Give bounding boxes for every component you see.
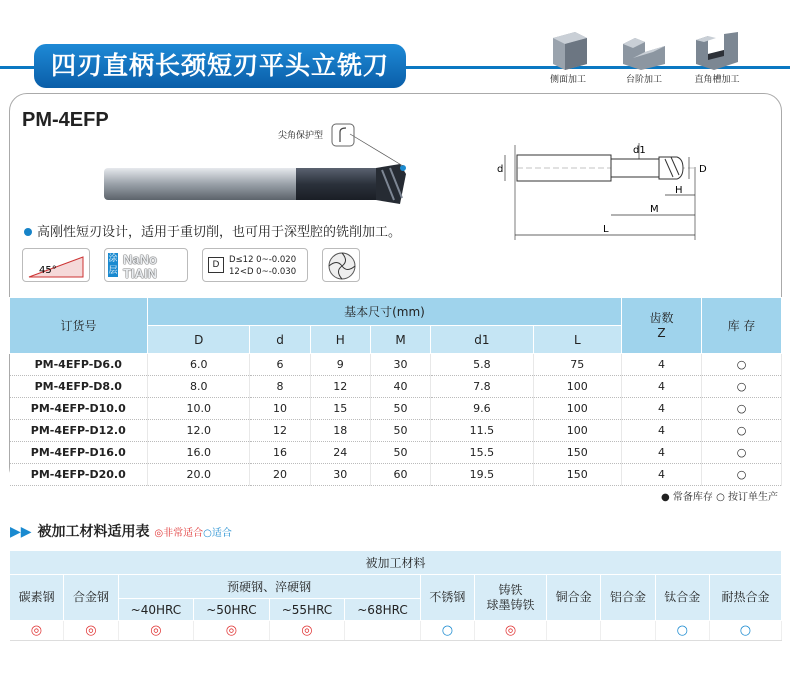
page-title: 四刃直柄长颈短刃平头立铣刀 [34,44,406,88]
cell-d1: 15.5 [431,442,533,464]
cell-M: 40 [370,376,430,398]
materials-table [9,550,782,641]
cell-d1: 11.5 [431,420,533,442]
suitability-cell: ◎ [10,621,64,641]
suitability-cell: ◎ [64,621,118,641]
cell-M: 50 [370,420,430,442]
cell-L: 100 [533,376,621,398]
col-teeth: 齿数 Z [622,298,702,354]
model-name: PM-4EFP [22,109,109,131]
cell-M: 50 [370,398,430,420]
helix-angle-badge [22,248,90,282]
svg-text:d1: d1 [633,145,646,156]
cell-Z: 4 [622,354,702,376]
suitability-cell: ○ [420,621,474,641]
material-col: 铝合金 [601,575,655,621]
cell-d1: 7.8 [431,376,533,398]
hardened-group-header: 预硬钢、淬硬钢 [118,575,420,599]
title-bar [0,44,790,94]
cell-L: 150 [533,442,621,464]
svg-text:M: M [650,204,659,215]
cell-code: PM-4EFP-D6.0 [10,354,148,376]
cell-M: 30 [370,354,430,376]
cell-H: 9 [310,354,370,376]
cell-H: 24 [310,442,370,464]
svg-text:D: D [699,164,707,175]
protection-callout: 尖角保护型 [278,131,324,141]
spec-row [10,398,782,420]
cell-Z: 4 [622,464,702,486]
flute-count-badge [322,248,360,282]
svg-text:L: L [603,224,609,235]
svg-text:H: H [675,185,683,196]
suitability-cell: ○ [709,621,781,641]
cell-D: 20.0 [148,464,250,486]
suitability-cell: ◎ [194,621,270,641]
cell-D: 10.0 [148,398,250,420]
cell-d: 16 [250,442,310,464]
suitability-cell [601,621,655,641]
dimension-diagram [495,135,720,245]
cell-H: 15 [310,398,370,420]
material-col: 钛合金 [655,575,709,621]
cell-H: 12 [310,376,370,398]
cell-d: 20 [250,464,310,486]
cell-D: 6.0 [148,354,250,376]
material-col: 碳素钢 [10,575,64,621]
cell-d1: 19.5 [431,464,533,486]
suitability-cell: ○ [655,621,709,641]
cell-code: PM-4EFP-D12.0 [10,420,148,442]
material-col: 铜合金 [547,575,601,621]
suitability-cell: ◎ [118,621,194,641]
cell-stock: ○ [702,354,782,376]
side-milling-icon [545,30,591,70]
hardness-col: ~40HRC [118,599,194,621]
cell-H: 18 [310,420,370,442]
suitability-cell [345,621,421,641]
tolerance-badge: D D≤12 0~-0.020 12<D 0~-0.030 [202,248,308,282]
cell-D: 8.0 [148,376,250,398]
cell-Z: 4 [622,442,702,464]
cell-M: 60 [370,464,430,486]
cell-d1: 5.8 [431,354,533,376]
col-group-dimensions: 基本尺寸(mm) [148,298,622,326]
cell-L: 100 [533,420,621,442]
col-M: M [370,326,430,354]
col-L: L [533,326,621,354]
svg-text:d: d [497,164,504,175]
spec-table [9,297,782,486]
cell-Z: 4 [622,376,702,398]
op-side-milling: 侧面加工 [545,30,591,85]
double-arrow-icon: ▶▶ [10,524,32,540]
cell-stock: ○ [702,464,782,486]
cell-d1: 9.6 [431,398,533,420]
step-milling-icon [621,30,667,70]
suitability-cell: ◎ [475,621,547,641]
cell-stock: ○ [702,420,782,442]
spec-row [10,420,782,442]
cell-d: 12 [250,420,310,442]
cell-d: 8 [250,376,310,398]
cell-code: PM-4EFP-D10.0 [10,398,148,420]
suitability-cell [547,621,601,641]
spec-row [10,464,782,486]
hardness-col: ~68HRC [345,599,421,621]
cell-code: PM-4EFP-D20.0 [10,464,148,486]
cell-code: PM-4EFP-D8.0 [10,376,148,398]
material-col: 不锈钢 [420,575,474,621]
cell-Z: 4 [622,398,702,420]
cell-d: 6 [250,354,310,376]
cell-Z: 4 [622,420,702,442]
cell-stock: ○ [702,398,782,420]
cell-H: 30 [310,464,370,486]
tool-image [100,122,440,206]
material-col: 铸铁 球墨铸铁 [475,575,547,621]
four-flute-icon [323,249,361,283]
col-order-code: 订货号 [10,298,148,354]
svg-text:45°: 45° [39,265,57,276]
bullet-icon [24,228,32,236]
feature-text: 高刚性短刃设计，适用于重切削，也可用于深型腔的铣削加工。 [24,221,401,240]
hardness-col: ~55HRC [269,599,345,621]
cell-code: PM-4EFP-D16.0 [10,442,148,464]
cell-L: 100 [533,398,621,420]
suitability-cell: ◎ [269,621,345,641]
material-col: 耐热合金 [709,575,781,621]
spec-row [10,376,782,398]
materials-group-header: 被加工材料 [10,551,782,575]
stock-legend: ● 常备库存 ○ 按订单生产 [661,492,778,503]
col-d1: d1 [431,326,533,354]
materials-section-title: ▶▶ 被加工材料适用表 ◎非常适合○适合 [10,524,232,540]
cell-L: 150 [533,464,621,486]
slot-milling-icon [694,30,740,70]
material-col: 合金钢 [64,575,118,621]
cell-d: 10 [250,398,310,420]
cell-L: 75 [533,354,621,376]
col-D: D [148,326,250,354]
spec-row [10,354,782,376]
cell-D: 12.0 [148,420,250,442]
op-step-milling: 台阶加工 [621,30,667,85]
col-d: d [250,326,310,354]
spec-row [10,442,782,464]
cell-D: 16.0 [148,442,250,464]
col-H: H [310,326,370,354]
cell-stock: ○ [702,376,782,398]
coating-badge: 涂层 NaNo TIAIN [104,248,188,282]
cell-M: 50 [370,442,430,464]
hardness-col: ~50HRC [194,599,270,621]
op-slot-milling: 直角槽加工 [694,30,740,85]
col-stock: 库 存 [702,298,782,354]
cell-stock: ○ [702,442,782,464]
